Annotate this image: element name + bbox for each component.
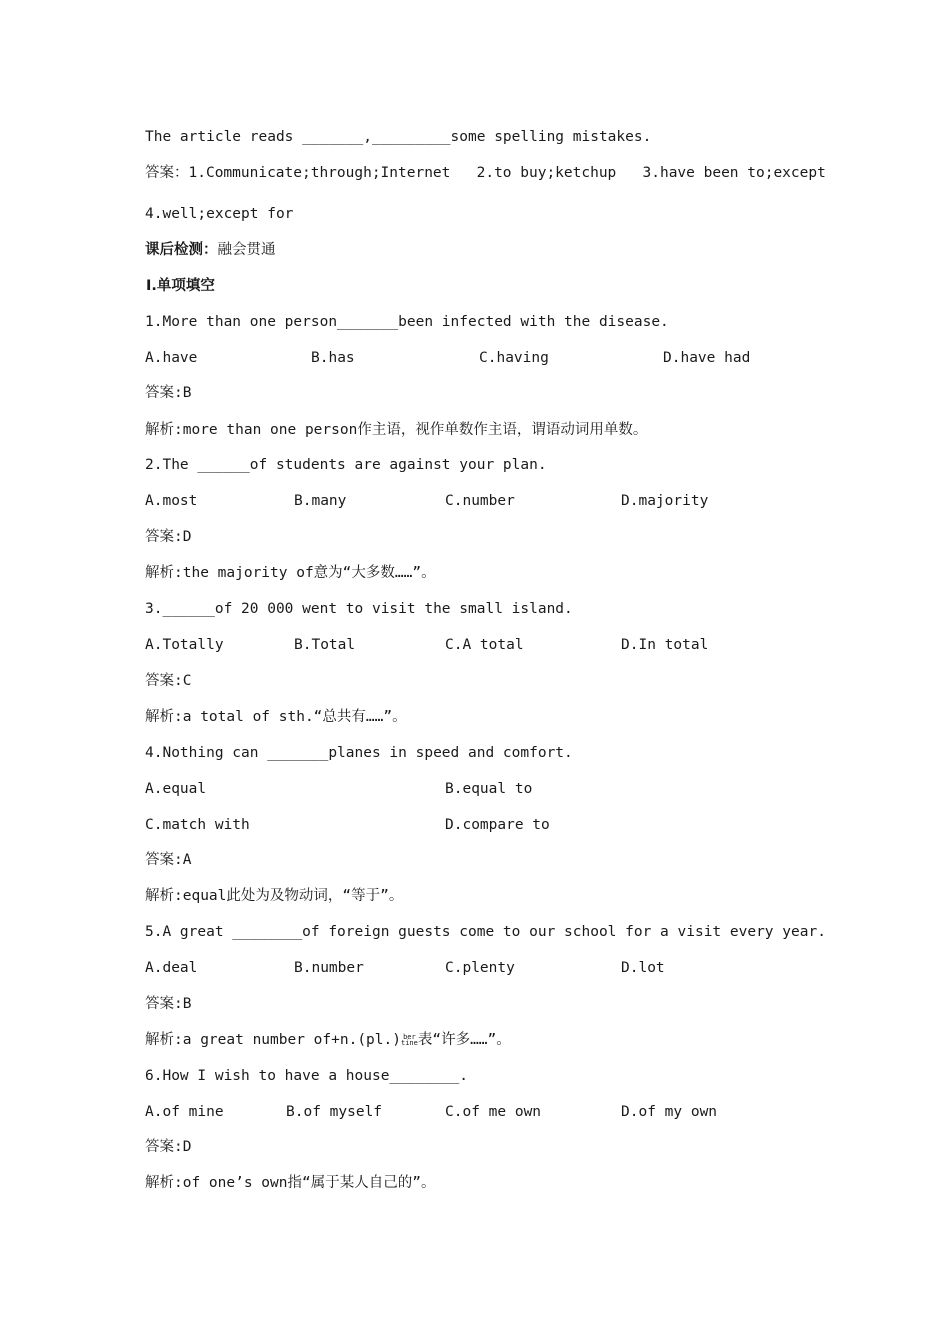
option-b: B.has bbox=[311, 350, 355, 366]
question-stem: 5.A great ________of foreign guests come to our school for a visit every year. bbox=[145, 924, 826, 940]
option-a: A.Totally bbox=[145, 637, 224, 653]
intro-sentence: The article reads _______,_________some spelling mistakes. bbox=[145, 129, 652, 145]
answer: 答案:A bbox=[145, 852, 192, 868]
option-d: D.majority bbox=[621, 493, 709, 509]
question-stem: 6.How I wish to have a house________. bbox=[145, 1068, 469, 1084]
option-c: C.number bbox=[445, 493, 515, 509]
option-a: A.most bbox=[145, 493, 198, 509]
question-stem: 1.More than one person_______been infected with the disease. bbox=[145, 314, 669, 330]
answer-item: 2.to buy;ketchup bbox=[476, 165, 617, 181]
option-c: C.A total bbox=[445, 637, 524, 653]
option-d: D.compare to bbox=[445, 817, 550, 833]
answer: 答案:B bbox=[145, 996, 192, 1012]
section-heading bbox=[145, 240, 276, 260]
option-d: D.of my own bbox=[621, 1104, 718, 1120]
option-a: A.deal bbox=[145, 960, 198, 976]
answer-item: 3.have been to;except bbox=[642, 165, 826, 181]
option-a: A.of mine bbox=[145, 1104, 224, 1120]
question-stem: 3.______of 20 000 went to visit the small island. bbox=[145, 601, 573, 617]
option-c: C.plenty bbox=[445, 960, 515, 976]
question-stem: 4.Nothing can _______planes in speed and comfort. bbox=[145, 745, 573, 761]
analysis: 解析:of one’s own指“属于某人自己的”。 bbox=[145, 1175, 436, 1191]
stray-glyph-mark bbox=[401, 1034, 418, 1046]
analysis: 解析:the majority of意为“大多数……”。 bbox=[145, 565, 436, 581]
option-a: A.equal bbox=[145, 781, 207, 797]
stray-glyph-top: ber bbox=[403, 1033, 416, 1041]
answer: 答案:D bbox=[145, 529, 192, 545]
analysis: 解析:equal此处为及物动词，“等于”。 bbox=[145, 888, 404, 904]
question-stem: 2.The ______of students are against your plan. bbox=[145, 457, 547, 473]
answer: 答案:C bbox=[145, 673, 192, 689]
option-b: B.equal to bbox=[445, 781, 533, 797]
option-c: C.having bbox=[479, 350, 549, 366]
option-d: D.lot bbox=[621, 960, 665, 976]
stray-glyph-bottom: tine bbox=[400, 1039, 418, 1047]
analysis: 解析:a total of sth.“总共有……”。 bbox=[145, 709, 407, 725]
option-c: C.of me own bbox=[445, 1104, 542, 1120]
option-b: B.of myself bbox=[286, 1104, 383, 1120]
option-c: C.match with bbox=[145, 817, 250, 833]
option-b: B.number bbox=[294, 960, 364, 976]
answer: 答案:D bbox=[145, 1139, 192, 1155]
option-d: D.In total bbox=[621, 637, 709, 653]
answer-label: 答案： bbox=[145, 165, 189, 181]
analysis-text: 表“许多……”。 bbox=[417, 1032, 511, 1048]
answer: 答案:B bbox=[145, 385, 192, 401]
answer-item: 1.Communicate;through;Internet bbox=[188, 165, 451, 181]
option-d: D.have had bbox=[663, 350, 751, 366]
intro-answer-continued: 4.well;except for bbox=[145, 206, 294, 222]
option-b: B.many bbox=[294, 493, 347, 509]
analysis-text: 解析:a great number of+n.(pl.) bbox=[145, 1032, 401, 1048]
analysis bbox=[145, 1030, 511, 1050]
section-heading-rest: 融会贯通 bbox=[217, 242, 276, 258]
part-title: Ⅰ.单项填空 bbox=[146, 278, 215, 294]
option-a: A.have bbox=[145, 350, 198, 366]
section-heading-bold: 课后检测： bbox=[145, 242, 218, 258]
intro-answer-line bbox=[145, 163, 826, 183]
analysis: 解析:more than one person作主语，视作单数作主语，谓语动词用单数。 bbox=[145, 422, 648, 438]
option-b: B.Total bbox=[294, 637, 356, 653]
